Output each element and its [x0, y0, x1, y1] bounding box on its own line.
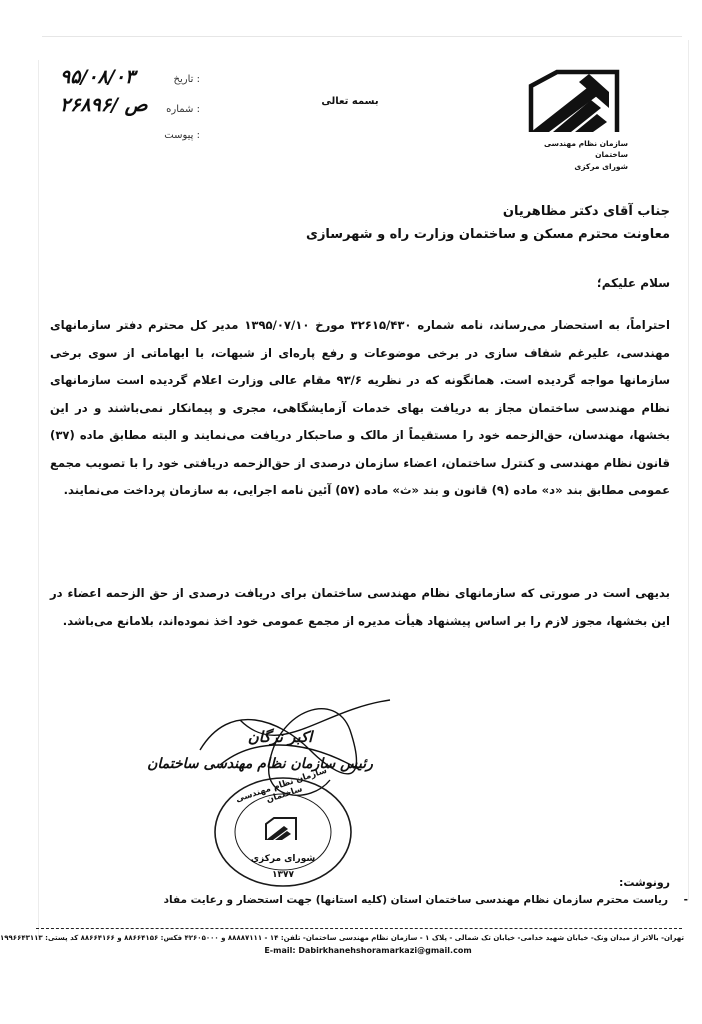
number-row — [60, 94, 200, 122]
footer-divider — [36, 928, 682, 929]
date-value: ۹۵/۰۸/۰۳ — [60, 66, 136, 88]
number-value: ۲۶۸۹۶/ ص — [60, 94, 148, 116]
stamp-inner-text: شورای مرکزی — [250, 854, 316, 864]
org-name-line1: سازمان نظام مهندسی ساختمان — [544, 139, 628, 160]
bismillah: بسمه تعالی — [321, 96, 379, 107]
cc-item: ریاست محترم سازمان نظام مهندسی ساختمان استان (کلیه استانها) جهت استحضار و رعایت مفاد — [163, 894, 668, 906]
signer-name: اکبر نرگان — [247, 728, 313, 746]
cc-bullet: - — [683, 894, 688, 906]
number-label: شماره : — [166, 104, 200, 115]
recipient-name: جناب آقای دکتر مظاهریان — [502, 204, 670, 219]
cc-label: رونوشت: — [618, 876, 670, 889]
date-row — [60, 66, 200, 90]
attachment-label: پیوست : — [164, 130, 200, 141]
body-paragraph-1: احتراماً، به استحضار می‌رساند، نامه شماره ۳۲۶۱۵/۴۳۰ مورخ ۱۳۹۵/۰۷/۱۰ مدیر کل محترم دفتر سازمانهای مهندسی، علیرغم شفاف سازی در برخی موضوعات و رفع پاره‌ای از شبهات، با ابهاماتی از سوی برخی سازمانها مواجه گردیده است. همانگونه که در نظریه ۹۳/۶ مقام عالی وزارت اعلام گردیده است سازمانهای نظام مهندسی ساختمان مجاز به دریافت بهای خدمات آزمایشگاهی، مجری و پیمانکار نمی‌باشند و در این بخشها، مهندسان، حق‌الزحمه خود را مستقیماً از مالک و صاحبکار دریافت می‌نمایند و البته مطابق ماده (۳۷) قانون نظام مهندسی و کنترل ساختمان، اعضاء سازمان درصدی از حق‌الزحمه دریافتی خود را با تصویب مجمع عمومی مطابق بند «د» ماده (۹) قانون و بند «ث» ماده (۵۷) آئین نامه اجرایی، به سازمان پرداخت می‌نمایند. — [50, 318, 670, 497]
scan-edge-left — [38, 60, 39, 940]
scan-edge-right — [688, 40, 689, 900]
recipient-block — [240, 200, 670, 247]
date-label: تاریخ : — [173, 74, 200, 85]
footer-address: تهران- بالاتر از میدان ونک- خیابان شهید خدامی- خیابان تک شمالی - پلاک ۱ - سازمان نظام مهندسی ساختمان- تلفن: ۱۴ - ۸۸۸۸۷۱۱۱ و ۴۲۶۰۵۰۰۰ فکس: ۸۸۶۶۴۱۵۶ و ۸۸۶۶۴۱۶۶ کد پستی: ۱۹۹۶۶۴۳۱۱۳ — [0, 934, 684, 942]
signer-title: رئیس سازمان نظام مهندسی ساختمان — [147, 756, 373, 772]
body-paragraph-2: بدیهی است در صورتی که سازمانهای نظام مهندسی ساختمان برای دریافت درصدی از حق الزحمه اعضاء در این بخشها، مجوز لازم را بر اساس پیشنهاد هیأت مدیره از مجمع عمومی خود اخذ نموده‌اند، بلامانع می‌باشد. — [50, 586, 670, 628]
greeting: سلام علیکم؛ — [596, 276, 670, 290]
org-name-block — [520, 138, 628, 172]
official-stamp — [208, 765, 358, 892]
recipient-title: معاونت محترم مسکن و ساختمان وزارت راه و شهرسازی — [306, 227, 670, 243]
org-logo — [527, 68, 627, 138]
org-logo-icon — [527, 68, 627, 138]
stamp-outer-text: سازمان نظام مهندسی ساختمان — [234, 765, 329, 806]
footer-email: E-mail: Dabirkhanehshoramarkazi@gmail.com — [264, 946, 472, 955]
cc-list — [130, 894, 690, 910]
org-name-line2: شورای مرکزی — [574, 161, 628, 171]
scan-edge-top — [42, 36, 682, 37]
stamp-year: ۱۳۷۷ — [272, 870, 294, 880]
attachment-row — [60, 128, 200, 146]
